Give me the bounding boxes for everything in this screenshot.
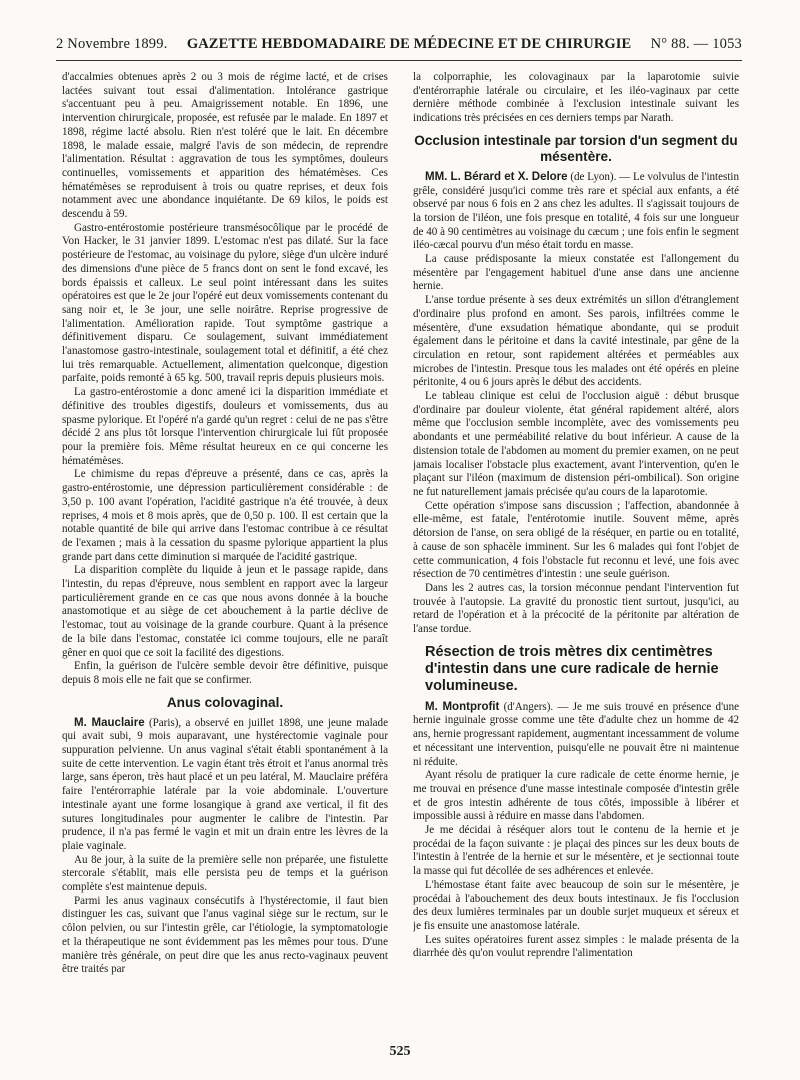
paragraph-text: (d'Angers). — Je me suis trouvé en présence d'une hernie inguinale grosse comme une tête d'adulte chez un homme de 42 ans, hernie progressant rapidement, augmentant incessamment de volume et nécessitant une intervention, puisqu'elle ne pouvait être ni maintenue ni réduite. — [413, 700, 739, 768]
paragraph: La disparition complète du liquide à jeun et le passage rapide, dans l'intestin, du repas d'épreuve, nous semblent en rapport avec la largeur particulièrement grande en ce cas que nous avons donnée à la bouche anastomotique et au siège de cet abouchement à la partie déclive de l'estomac, tout au voisinage de la grande courbure. Quant à la présence de la bile dans l'estomac, constatée ici comme toujours, elle ne paraît gêner en quoi que ce soit la facilité des digestions. — [62, 564, 388, 659]
paragraph: Enfin, la guérison de l'ulcère semble devoir être définitive, puisque depuis 8 mois elle ne fait que se confirmer. — [62, 660, 388, 686]
author-name: MM. L. Bérard et X. Delore — [425, 170, 568, 183]
header-date: 2 Novembre 1899. — [56, 36, 168, 52]
section-heading-resection: Résection de trois mètres dix centimètres d'intestin dans une cure radicale de hernie volumineuse. — [425, 643, 719, 694]
paragraph: Parmi les anus vaginaux consécutifs à l'hystérectomie, il faut bien distinguer les cas, suivant que l'anus vaginal siège sur le rectum, sur le côlon pelvien, ou sur l'intestin grêle, car l'étiologie, la symptomatologie et la thérapeutique ne sont évidemment pas les mêmes pour tous. D'une manière très générale, on peut dire que les anus recto-vaginaux peuvent être traités par — [62, 894, 388, 976]
paragraph: L'anse tordue présente à ses deux extrémités un sillon d'étranglement d'ordinaire plus profond en amont. Ses parois, infiltrées comme le mésentère, d'une exsudation hématique abondante, qui se produit également dans le péritoine et dans la cavité intestinale, par gêne de la circulation en retour, sont rapidement altérées et perméables aux microbes de l'intestin. Presque tous les malades ont été opérés en pleine péritonite, 4 ou 6 jours après le début des accidents. — [413, 294, 739, 389]
paragraph: La gastro-entérostomie a donc amené ici la disparition immédiate et définitive des troubles digestifs, douleurs et vomissements, dus au spasme pylorique. Et l'opéré n'a gardé qu'un regret : celui de ne pas s'être décidé 2 ans plus tôt lorsque l'intervention chirurgicale lui fût proposée pour la première fois. Même résultat heureux en ce qui concerne les hématémèses. — [62, 386, 388, 467]
left-column — [62, 71, 388, 1041]
paragraph: Les suites opératoires furent assez simples : le malade présenta de la diarrhée dès qu'on voulut reprendre l'alimentation — [413, 933, 739, 960]
paragraph: la colporraphie, les colovaginaux par la laparotomie suivie d'entérorraphie latérale ou circulaire, et les iléo-vaginaux par cette dernière méthode combinée à l'exclusion intestinale suivant les indications très précisées en ces derniers temps par Narath. — [413, 71, 739, 125]
section-heading-occlusion: Occlusion intestinale par torsion d'un segment du mésentère. — [414, 132, 738, 164]
paragraph: La cause prédisposante la mieux constatée est l'allongement du mésentère par l'engagement habituel d'une anse dans une ancienne hernie. — [413, 253, 739, 293]
paragraph: Dans les 2 autres cas, la torsion méconnue pendant l'intervention fut trouvée à l'autopsie. La gravité du pronostic tient surtout, jusqu'ici, au retard de l'opération et à la précocité de la péritonite par altération de l'anse tordue. — [413, 581, 739, 636]
author-name: M. Montprofit — [425, 700, 500, 713]
running-header — [56, 36, 742, 56]
paragraph: Gastro-entérostomie postérieure transmésocôlique par le procédé de Von Hacker, le 31 janvier 1899. L'estomac n'est pas dilaté. Sur la face postérieure de l'estomac, au voisinage du pylore, siège d'un ulcère induré des dimensions d'une pièce de 5 francs dont on sent le fond excavé, les bords épaissis et calleux. Le seul point intéressant dans les suites opératoires est que le 2e jour l'opéré eut deux vomissements contenant du sang noir et, le 3e jour, une selle noirâtre. Reprise progressive de l'alimentation. Amélioration rapide. Tout symptôme gastrique a définitivement disparu. Ce soulagement, suivant immédiatement l'anastomose gastro-intestinale, soulagement total et définitif, a été chez lui très remarquable. Actuellement, alimentation quelconque, digestion parfaite, poids remonté à 65 kg. 500, travail repris depuis plusieurs mois. — [62, 221, 388, 385]
paragraph-text: (de Lyon). — Le volvulus de l'intestin grêle, considéré jusqu'ici comme très rare et spécial aux enfants, a été observé par nous 6 fois en 2 ans chez les adultes. Il s'agissait toujours de la torsion de l'iléon, une fois presque en totalité, 4 fois sur une longueur de 40 à 90 centimètres au voisinage du cæcum ; une fois enfin le segment iléo-cæcal pourvu d'un méso était tordu en masse. — [413, 170, 739, 252]
paragraph — [62, 717, 388, 854]
paragraph: Ayant résolu de pratiquer la cure radicale de cette énorme hernie, je me trouvai en présence d'une masse intestinale composée d'intestin grêle et de gros intestin adhérente de tous côtés, impossible à libérer et impossible aussi à réduire en masse dans l'abdomen. — [413, 769, 739, 823]
paragraph: Au 8e jour, à la suite de la première selle non préparée, une fistulette stercorale s'établit, mais elle persista peu de temps et la guérison complète s'est maintenue depuis. — [62, 853, 388, 894]
paragraph — [413, 701, 739, 770]
author-name: M. Mauclaire — [74, 716, 145, 729]
paragraph: L'hémostase étant faite avec beaucoup de soin sur le mésentère, je procédai à l'abouchement des deux bouts intestinaux. Je fis l'occlusion des deux lumières terminales par un double surjet muqueux et séreux et je fis ensuite une anastomose latérale. — [413, 878, 739, 932]
right-column — [413, 71, 739, 1041]
header-journal-title: GAZETTE HEBDOMADAIRE DE MÉDECINE ET DE CHIRURGIE — [186, 36, 632, 52]
paragraph: Le tableau clinique est celui de l'occlusion aiguë : début brusque d'ordinaire par douleur violente, état général rapidement altéré, alors même que l'occlusion semble incomplète, avec des vomissements peu abondants et une perméabilité relative du bout inférieur. A cause de la distension totale de l'abdomen au moment du premier examen, on ne peut jamais localiser l'obstacle plus exactement, avant l'intervention, qu'en le plaçant sur l'iléon (maximum de distension péri-ombilical). Son origine ne fut naturellement jamais précisée qu'au cours de la laparotomie. — [413, 390, 739, 498]
paragraph-text: (Paris), a observé en juillet 1898, une jeune malade qui avait subi, 9 mois auparavant, une hystérectomie vaginale pour suppuration pelvienne. Un anus vaginal s'était établi spontanément à la suite de cette intervention. Le vagin étant très étroit et l'anus anormal très large, sans éperon, très haut placé et un peu latéral, M. Mauclaire préféra faire l'entérorraphie latérale par la voie abdominale. L'ouverture intestinale ayant une forme losangique à grand axe vertical, il fit des sutures longitudinales pour augmenter le calibre de l'intestin. Par prudence, il n'a pas fermé le vagin et mit un drain entre les lèvres de la plaie vaginale. — [62, 716, 388, 852]
page-folio: 525 — [389, 1044, 411, 1059]
paragraph: d'accalmies obtenues après 2 ou 3 mois de régime lacté, et de crises lactées suivant tout essai d'alimentation. Intolérance gastrique s'accentuant peu à peu. Amaigrissement notable. En 1896, une intervention chirurgicale, proposée, est refusée par le malade. En 1897 et 1898, régime lacté absolu. Rien n'est toléré que le lait. En décembre 1898, le malade essaie, malgré l'avis de son médecin, de reprendre l'alimentation. Résultat : aggravation de tous les symptômes, douleurs continuelles, vomissements et apparition des hématémèses. Ces hématémèses se reproduisent à trois ou quatre reprises, et deux fois notamment avec une abondance inquiétante. De 69 kilos, le poids est descendu à 59. — [62, 71, 388, 221]
header-page-number: N° 88. — 1053 — [650, 36, 742, 52]
paragraph — [413, 171, 739, 253]
paragraph: Cette opération s'impose sans discussion ; l'affection, abandonnée à elle-même, est fatale, l'entérotomie inutile. Souvent même, après détorsion de l'anse, on sera obligé de la réséquer, en partie ou en totalité, à cause de son sphacèle imminent. Sur les 6 malades qui font l'objet de cette communication, 4 fois l'obstacle fut reconnu et levé, une fois avec résection de 70 centimètres d'intestin : une seule guérison. — [413, 499, 739, 581]
header-rule — [56, 60, 742, 61]
paragraph: Je me décidai à réséquer alors tout le contenu de la hernie et je procédai de la façon suivante : je plaçai des pinces sur les deux bouts de l'intestin à l'entrée de la hernie et sur le mésentère, et je sectionnai toute la masse qui fut décollée de ses adhérences et enlevée. — [413, 824, 739, 878]
paragraph: Le chimisme du repas d'épreuve a présenté, dans ce cas, après la gastro-entérostomie, une dépression particulièrement considérable : de 3,50 p. 100 avant l'opération, l'acidité gastrique n'a été trouvée, à deux reprises, 4 mois et 8 mois après, que de 0,50 p. 100. Il est certain que la notable quantité de bile qui arrive dans l'estomac contribue à ce résultat de l'examen ; mais à la cessation du spasme pylorique appartient la plus grande part dans cette diminution si marquée de l'acidité gastrique. — [62, 468, 388, 563]
section-heading-anus-colovaginal: Anus colovaginal. — [166, 694, 284, 710]
